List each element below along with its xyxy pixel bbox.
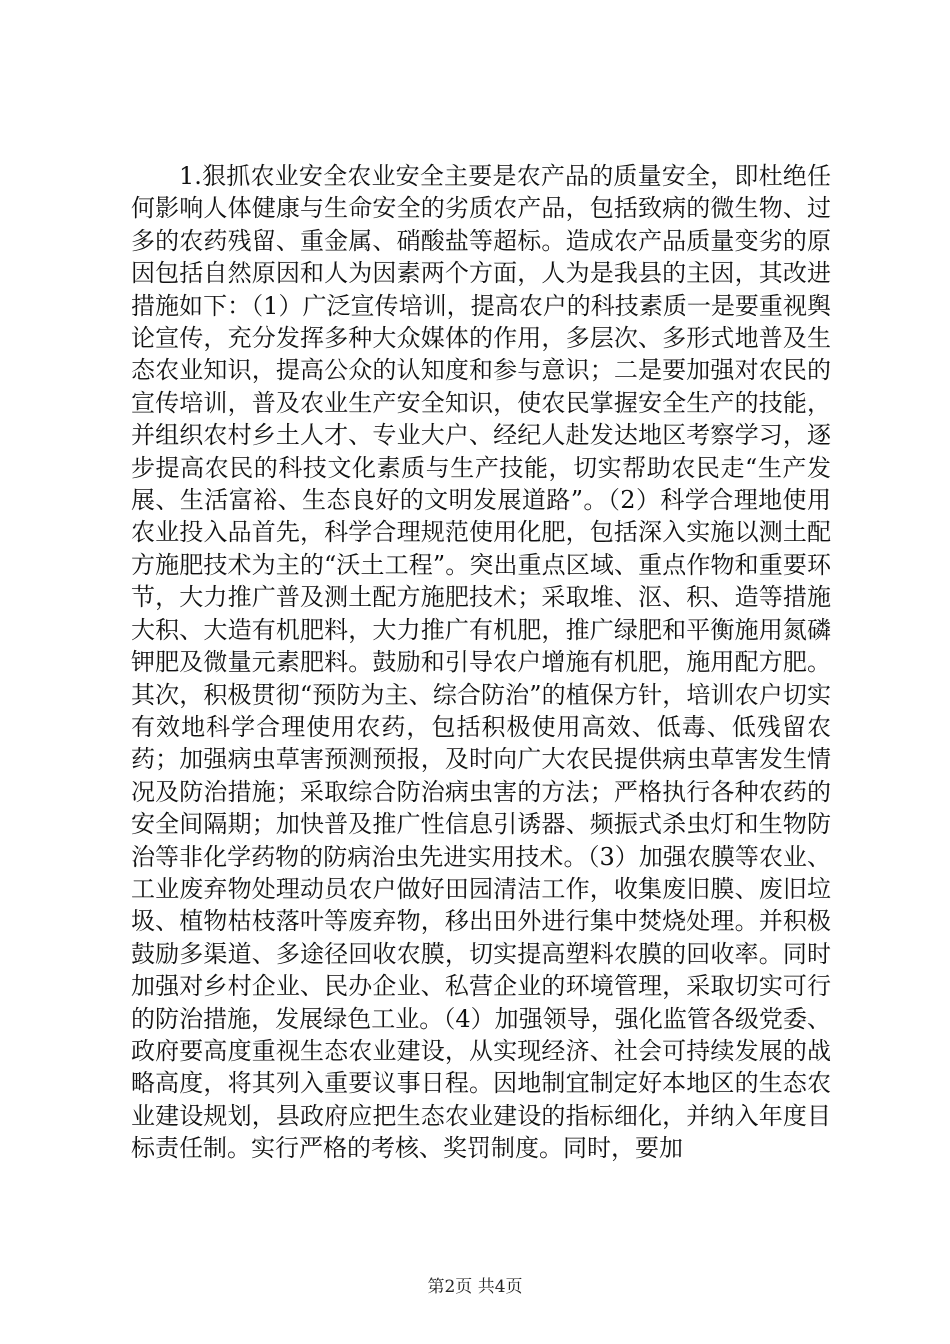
body-paragraph: 1.狠抓农业安全农业安全主要是农产品的质量安全，即杜绝任何影响人体健康与生命安全的劣质农产品，包括致病的微生物、过多的农药残留、重金属、硝酸盐等超标。造成农产品质量变劣的原因包括自然原因和人为因素两个方面，人为是我县的主因，其改进措施如下：（1）广泛宣传培训，提高农户的科技素质一是要重视舆论宣传，充分发挥多种大众媒体的作用，多层次、多形式地普及生态农业知识，提高公众的认知度和参与意识；二是要加强对农民的宣传培训，普及农业生产安全知识，使农民掌握安全生产的技能，并组织农村乡土人才、专业大户、经纪人赴发达地区考察学习，逐步提高农民的科技文化素质与生产技能，切实帮助农民走“生产发展、生活富裕、生态良好的文明发展道路”。（2）科学合理地使用农业投入品首先，科学合理规范使用化肥，包括深入实施以测土配方施肥技术为主的“沃土工程”。突出重点区域、重点作物和重要环节，大力推广普及测土配方施肥技术；采取堆、沤、积、造等措施大积、大造有机肥料，大力推广有机肥，推广绿肥和平衡施用氮磷钾肥及微量元素肥料。鼓励和引导农户增施有机肥，施用配方肥。其次，积极贯彻“预防为主、综合防治”的植保方针，培训农户切实有效地科学合理使用农药，包括积极使用高效、低毒、低残留农药；加强病虫草害预测预报，及时向广大农民提供病虫草害发生情况及防治措施；采取综合防治病虫害的方法；严格执行各种农药的安全间隔期；加快普及推广性信息引诱器、频振式杀虫灯和生物防治等非化学药物的防病治虫先进实用技术。（3）加强农膜等农业、工业废弃物处理动员农户做好田园清洁工作，收集废旧膜、废旧垃圾、植物枯枝落叶等废弃物，移出田外进行集中焚烧处理。并积极鼓励多渠道、多途径回收农膜，切实提高塑料农膜的回收率。同时加强对乡村企业、民办企业、私营企业的环境管理，采取切实可行的防治措施，发展绿色工业。（4）加强领导，强化监管各级党委、政府要高度重视生态农业建设，从实现经济、社会可持续发展的战略高度，将其列入重要议事日程。因地制宜制定好本地区的生态农业建设规划，县政府应把生态农业建设的指标细化，并纳入年度目标责任制。实行严格的考核、奖罚制度。同时，要加 — [131, 162, 831, 1163]
page-number-footer: 第2页 共4页 — [427, 1277, 523, 1297]
